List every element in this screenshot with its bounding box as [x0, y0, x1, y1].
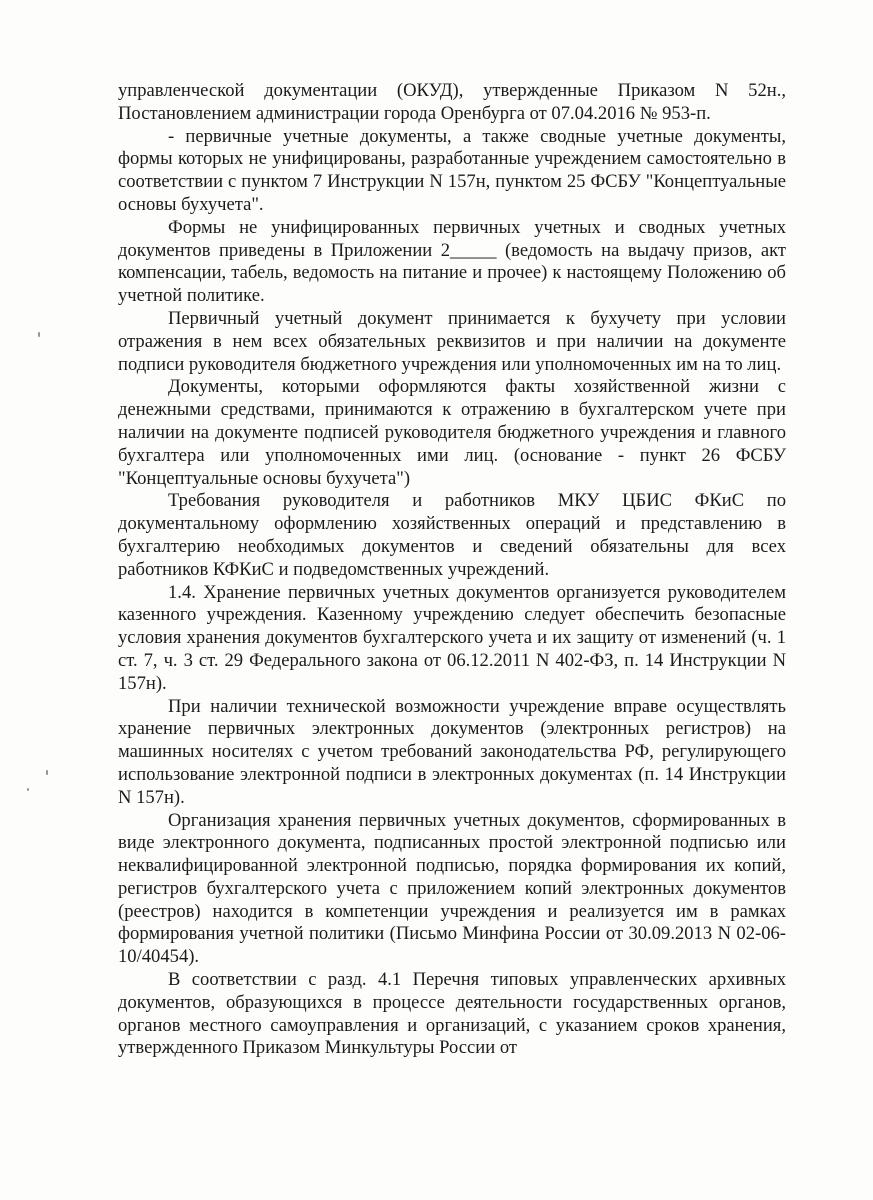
paragraph-3: Формы не унифицированных первичных учетных и сводных учетных документов приведены в Приложении 2_____ (ведомость на выдачу призов, акт компенсации, табель, ведомость на питание и прочее) к настоящему Положению об учетной политике.: [118, 216, 786, 307]
paragraph-2: - первичные учетные документы, а также сводные учетные документы, формы которых не унифицированы, разработанные учреждением самостоятельно в соответствии с пунктом 7 Инструкции N 157н, пунктом 25 ФСБУ "Концептуальные основы бухучета".: [118, 125, 786, 215]
paragraph-8: При наличии технической возможности учреждение вправе осуществлять хранение первичных электронных документов (электронных регистров) на машинных носителях с учетом требований законодательства РФ, регулирующего использование электронной подписи в электронных документах (п. 14 Инструкции N 157н).: [118, 695, 786, 808]
paragraph-7: 1.4. Хранение первичных учетных документов организуется руководителем казенного учреждения. Казенному учреждению следует обеспечить безопасные условия хранения документов бухгалтерского учета и их защиту от изменений (ч. 1 ст. 7, ч. 3 ст. 29 Федерального закона от 06.12.2011 N 402-ФЗ, п. 14 Инструкции N 157н).: [118, 581, 786, 694]
scan-speck: [27, 788, 29, 791]
paragraph-4: Первичный учетный документ принимается к бухучету при условии отражения в нем всех обязательных реквизитов и при наличии на документе подписи руководителя бюджетного учреждения или уполномоченных им на то лиц.: [118, 307, 786, 375]
paragraph-6: Требования руководителя и работников МКУ ЦБИС ФКиС по документальному оформлению хозяйственных операций и представлению в бухгалтерию необходимых документов и сведений обязательны для всех работников КФКиС и подведомственных учреждений.: [118, 490, 786, 580]
paragraph-10: В соответствии с разд. 4.1 Перечня типовых управленческих архивных документов, образующихся в процессе деятельности государственных органов, органов местного самоуправления и организаций, с указанием сроков хранения, утвержденного Приказом Минкультуры России от: [118, 969, 786, 1059]
paragraph-9: Организация хранения первичных учетных документов, сформированных в виде электронного документа, подписанных простой электронной подписью или неквалифицированной электронной подписью, порядка формирования их копий, регистров бухгалтерского учета с приложением копий электронных документов (реестров) находится в компетенции учреждения и реализуется им в рамках формирования учетной политики (Письмо Минфина России от 30.09.2013 N 02-06-10/40454).: [118, 809, 786, 968]
scan-speck: [38, 332, 40, 337]
paragraph-5: Документы, которыми оформляются факты хозяйственной жизни с денежными средствами, принимаются к отражению в бухгалтерском учете при наличии на документе подписей руководителя бюджетного учреждения и главного бухгалтера или уполномоченных ими лиц. (основание - пункт 26 ФСБУ "Концептуальные основы бухучета"): [118, 376, 786, 489]
document-body: [118, 80, 786, 1060]
paragraph-1: управленческой документации (ОКУД), утвержденные Приказом N 52н., Постановлением администрации города Оренбурга от 07.04.2016 № 953-п.: [118, 80, 786, 124]
scan-speck: [46, 770, 48, 775]
